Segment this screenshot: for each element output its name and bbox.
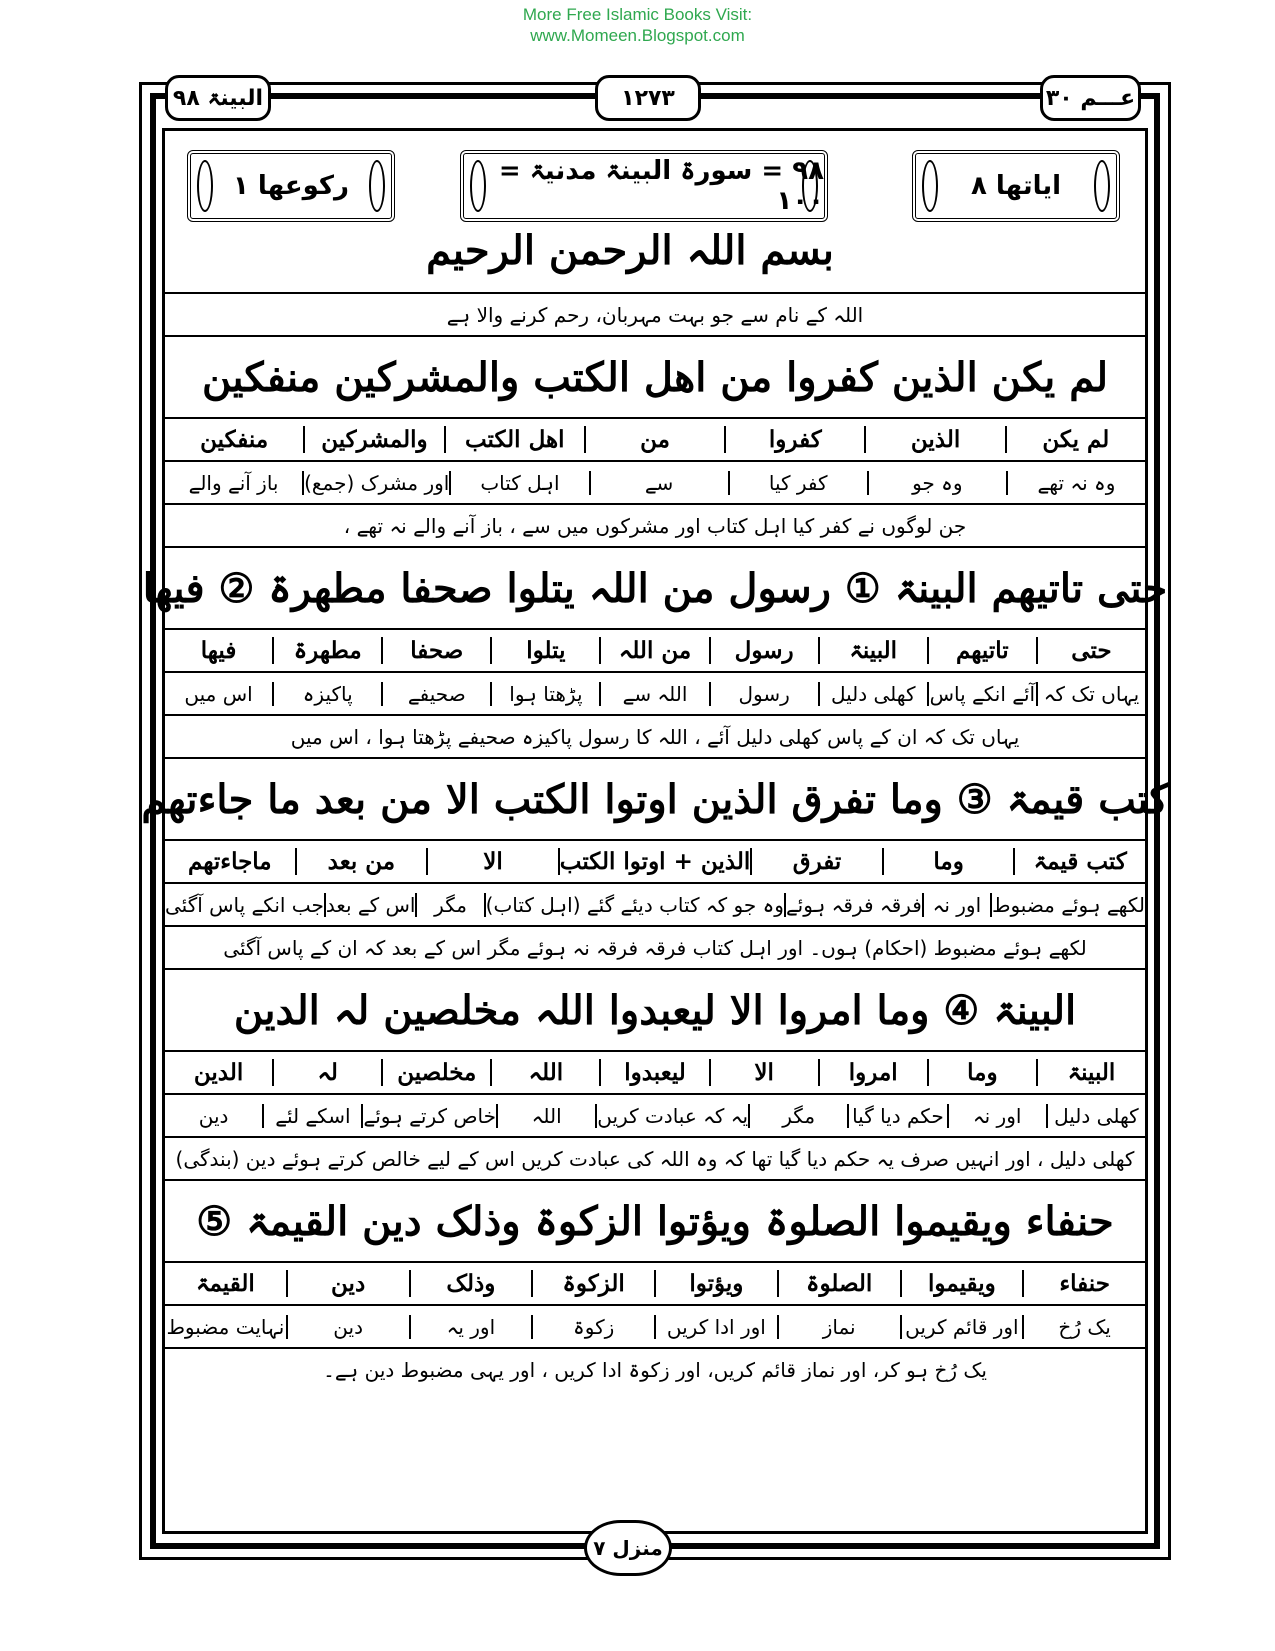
word-row-arabic (165, 839, 1145, 882)
word-cell: وہ نہ تھے (1006, 471, 1145, 495)
word-cell: خاص کرتے ہوئے (363, 1103, 497, 1128)
word-row-meaning (165, 1093, 1145, 1136)
word-cell: نماز (777, 1315, 900, 1339)
word-cell: اھل الکتب (444, 426, 584, 453)
word-cell: فیھا (200, 637, 237, 664)
word-cell: منفکین (200, 426, 269, 453)
word-cell: وہ جو (867, 471, 1006, 495)
word-row-arabic (165, 417, 1145, 460)
word-cell: الا (426, 848, 558, 875)
word-cell: جب انکے پاس آگئی (164, 892, 324, 917)
word-cell: اور نہ (922, 893, 990, 917)
word-cell: الا (709, 1059, 818, 1086)
word-cell: کفر کیا (728, 471, 867, 495)
translation-line: یہاں تک کہ ان کے پاس کھلی دلیل آئے ، اللہ کا رسول پاکیزہ صحیفے پڑھتا ہوا ، اس میں (165, 714, 1145, 757)
word-cell: لیعبدوا (599, 1059, 708, 1086)
word-row-meaning (165, 460, 1145, 503)
translation-line: کھلی دلیل ، اور انہیں صرف یہ حکم دیا گیا تھا کہ وہ اللہ کی عبادت کریں اس کے لیے خالص کرتے ہوئے دین (بندگی) (165, 1136, 1145, 1179)
word-cell: فرقہ فرقہ ہوئے (785, 892, 922, 917)
word-cell: البینۃ (1036, 1059, 1145, 1086)
word-cell: مگر (415, 893, 483, 917)
word-cell: دین (286, 1270, 409, 1297)
translation-line: لکھے ہوئے مضبوط (احکام) ہوں۔ اور اہل کتاب فرقہ فرقہ نہ ہوئے مگر اس کے بعد کہ ان کے پاس آگئی (165, 925, 1145, 968)
word-cell: لہ (272, 1059, 381, 1086)
translation-line: اللہ کے نام سے جو بہت مہربان، رحم کرنے والا ہے (165, 292, 1145, 335)
word-cell: اللہ (490, 1059, 599, 1086)
word-cell: من بعد (295, 848, 427, 875)
word-cell: یہ کہ عبادت کریں (597, 1103, 749, 1128)
arabic-verse-line: حتی تاتیھم البینۃ ① رسول من اللہ یتلوا صحفا مطھرۃ ② فیھا (165, 546, 1145, 628)
word-cell: الدین (193, 1059, 244, 1086)
word-cell: کتب قیمۃ (1013, 848, 1145, 875)
word-cell: الصلوۃ (777, 1270, 900, 1297)
arabic-verse-line: البینۃ ④ وما امروا الا لیعبدوا اللہ مخلصین لہ الدین (165, 968, 1145, 1050)
word-cell: سے (589, 471, 728, 495)
word-cell: اور نہ (947, 1104, 1046, 1128)
word-cell: دین (198, 1103, 229, 1128)
word-cell: اللہ (496, 1104, 595, 1128)
word-cell: صحفا (381, 637, 490, 664)
header-promo (0, 4, 1275, 46)
word-cell: زکوۃ (531, 1315, 654, 1339)
word-row-meaning (165, 1304, 1145, 1347)
word-cell: وہ جو کہ کتاب دیئے گئے (اہل کتاب) (485, 892, 784, 917)
word-cell: حنفاء (1022, 1270, 1145, 1297)
arabic-verse-line: حنفاء ویقیموا الصلوۃ ویؤتوا الزکوۃ وذلک دین القیمۃ ⑤ (165, 1179, 1145, 1261)
word-cell: باز آنے والے (188, 470, 279, 495)
ayat-count-cartouche: ایاتھا ۸ (912, 150, 1120, 222)
word-row-arabic (165, 1261, 1145, 1304)
word-cell: یتلوا (490, 637, 599, 664)
word-cell: الزکوۃ (531, 1270, 654, 1297)
header-line-2[interactable]: www.Momeen.Blogspot.com (530, 26, 745, 45)
word-cell: پڑھتا ہوا (490, 682, 599, 706)
word-row-meaning (165, 882, 1145, 925)
translation-line: جن لوگوں نے کفر کیا اہل کتاب اور مشرکوں میں سے ، باز آنے والے نہ تھے ، (165, 503, 1145, 546)
word-cell: کفروا (724, 426, 864, 453)
word-cell: اہل کتاب (449, 471, 588, 495)
arabic-verse-line: لم یکن الذین کفروا من اھل الکتب والمشرکین منفکین (165, 335, 1145, 417)
word-cell: حکم دیا گیا (847, 1104, 946, 1128)
word-cell: اسکے لئے (262, 1104, 361, 1128)
word-cell: مگر (748, 1104, 847, 1128)
word-cell: یہاں تک کہ (1036, 682, 1145, 706)
word-cell: وذلک (409, 1270, 532, 1297)
translation-line: یک رُخ ہو کر، اور نماز قائم کریں، اور زکوۃ ادا کریں ، اور یہی مضبوط دین ہے۔ (165, 1347, 1145, 1390)
word-cell: ویؤتوا (654, 1270, 777, 1297)
word-cell: وما (927, 1059, 1036, 1086)
word-cell: البینۃ (818, 637, 927, 664)
manzil-badge: منزل ۷ (584, 1520, 672, 1576)
word-cell: لکھے ہوئے مضبوط (991, 892, 1145, 917)
word-cell: کھلی دلیل (818, 682, 927, 706)
page-number: ۱۲۷۳ (595, 75, 701, 121)
word-cell: اور قائم کریں (900, 1315, 1023, 1339)
word-row-arabic (165, 1050, 1145, 1093)
para-tab: عـــم ۳۰ (1040, 75, 1141, 121)
word-cell: اور مشرک (جمع) (304, 470, 450, 495)
word-cell: اس کے بعد (325, 892, 416, 917)
word-cell: لم یکن (1005, 426, 1145, 453)
word-cell: مطھرۃ (272, 637, 381, 664)
word-cell: اللہ سے (599, 682, 708, 706)
word-cell: دین (286, 1315, 409, 1339)
word-cell: یک رُخ (1022, 1315, 1145, 1339)
word-cell: الذین (864, 426, 1004, 453)
surah-tab: البینۃ ۹۸ (165, 75, 271, 121)
ruku-count-cartouche: رکوعھا ۱ (187, 150, 395, 222)
word-cell: امروا (818, 1059, 927, 1086)
bismillah: بسم اللہ الرحمن الرحیم (426, 226, 834, 274)
quran-content (141, 292, 1169, 1390)
word-cell: رسول (709, 637, 818, 664)
word-cell: مخلصین (381, 1059, 490, 1086)
word-cell: تاتیھم (927, 637, 1036, 664)
word-cell: رسول (709, 682, 818, 706)
word-cell: اس میں (184, 681, 253, 706)
header-line-1: More Free Islamic Books Visit: (522, 5, 753, 24)
word-cell: ویقیموا (900, 1270, 1023, 1297)
surah-title-cartouche: ۹۸ = سورۃ البینۃ مدنیۃ = ۱۰۰ (460, 150, 828, 222)
word-cell: نہایت مضبوط (166, 1314, 285, 1339)
word-cell: وما (882, 848, 1014, 875)
word-cell: القیمۃ (196, 1270, 255, 1297)
word-cell: پاکیزہ (272, 682, 381, 706)
word-cell: صحیفے (381, 682, 490, 706)
arabic-verse-line: کتب قیمۃ ③ وما تفرق الذین اوتوا الکتب الا من بعد ما جاءتھم (165, 757, 1145, 839)
word-cell: اور یہ (409, 1315, 532, 1339)
word-row-arabic (165, 628, 1145, 671)
word-cell: من (584, 426, 724, 453)
word-cell: ماجاءتھم (187, 848, 272, 875)
word-cell: من اللہ (599, 637, 708, 664)
word-cell: اور ادا کریں (654, 1315, 777, 1339)
word-cell: تفرق (750, 848, 882, 875)
word-row-meaning (165, 671, 1145, 714)
word-cell: الذین + اوتوا الکتب (559, 848, 751, 875)
word-cell: آئے انکے پاس (927, 682, 1036, 706)
word-cell: حتی (1036, 637, 1145, 664)
word-cell: والمشرکین (303, 426, 443, 453)
word-cell: کھلی دلیل (1046, 1104, 1145, 1128)
